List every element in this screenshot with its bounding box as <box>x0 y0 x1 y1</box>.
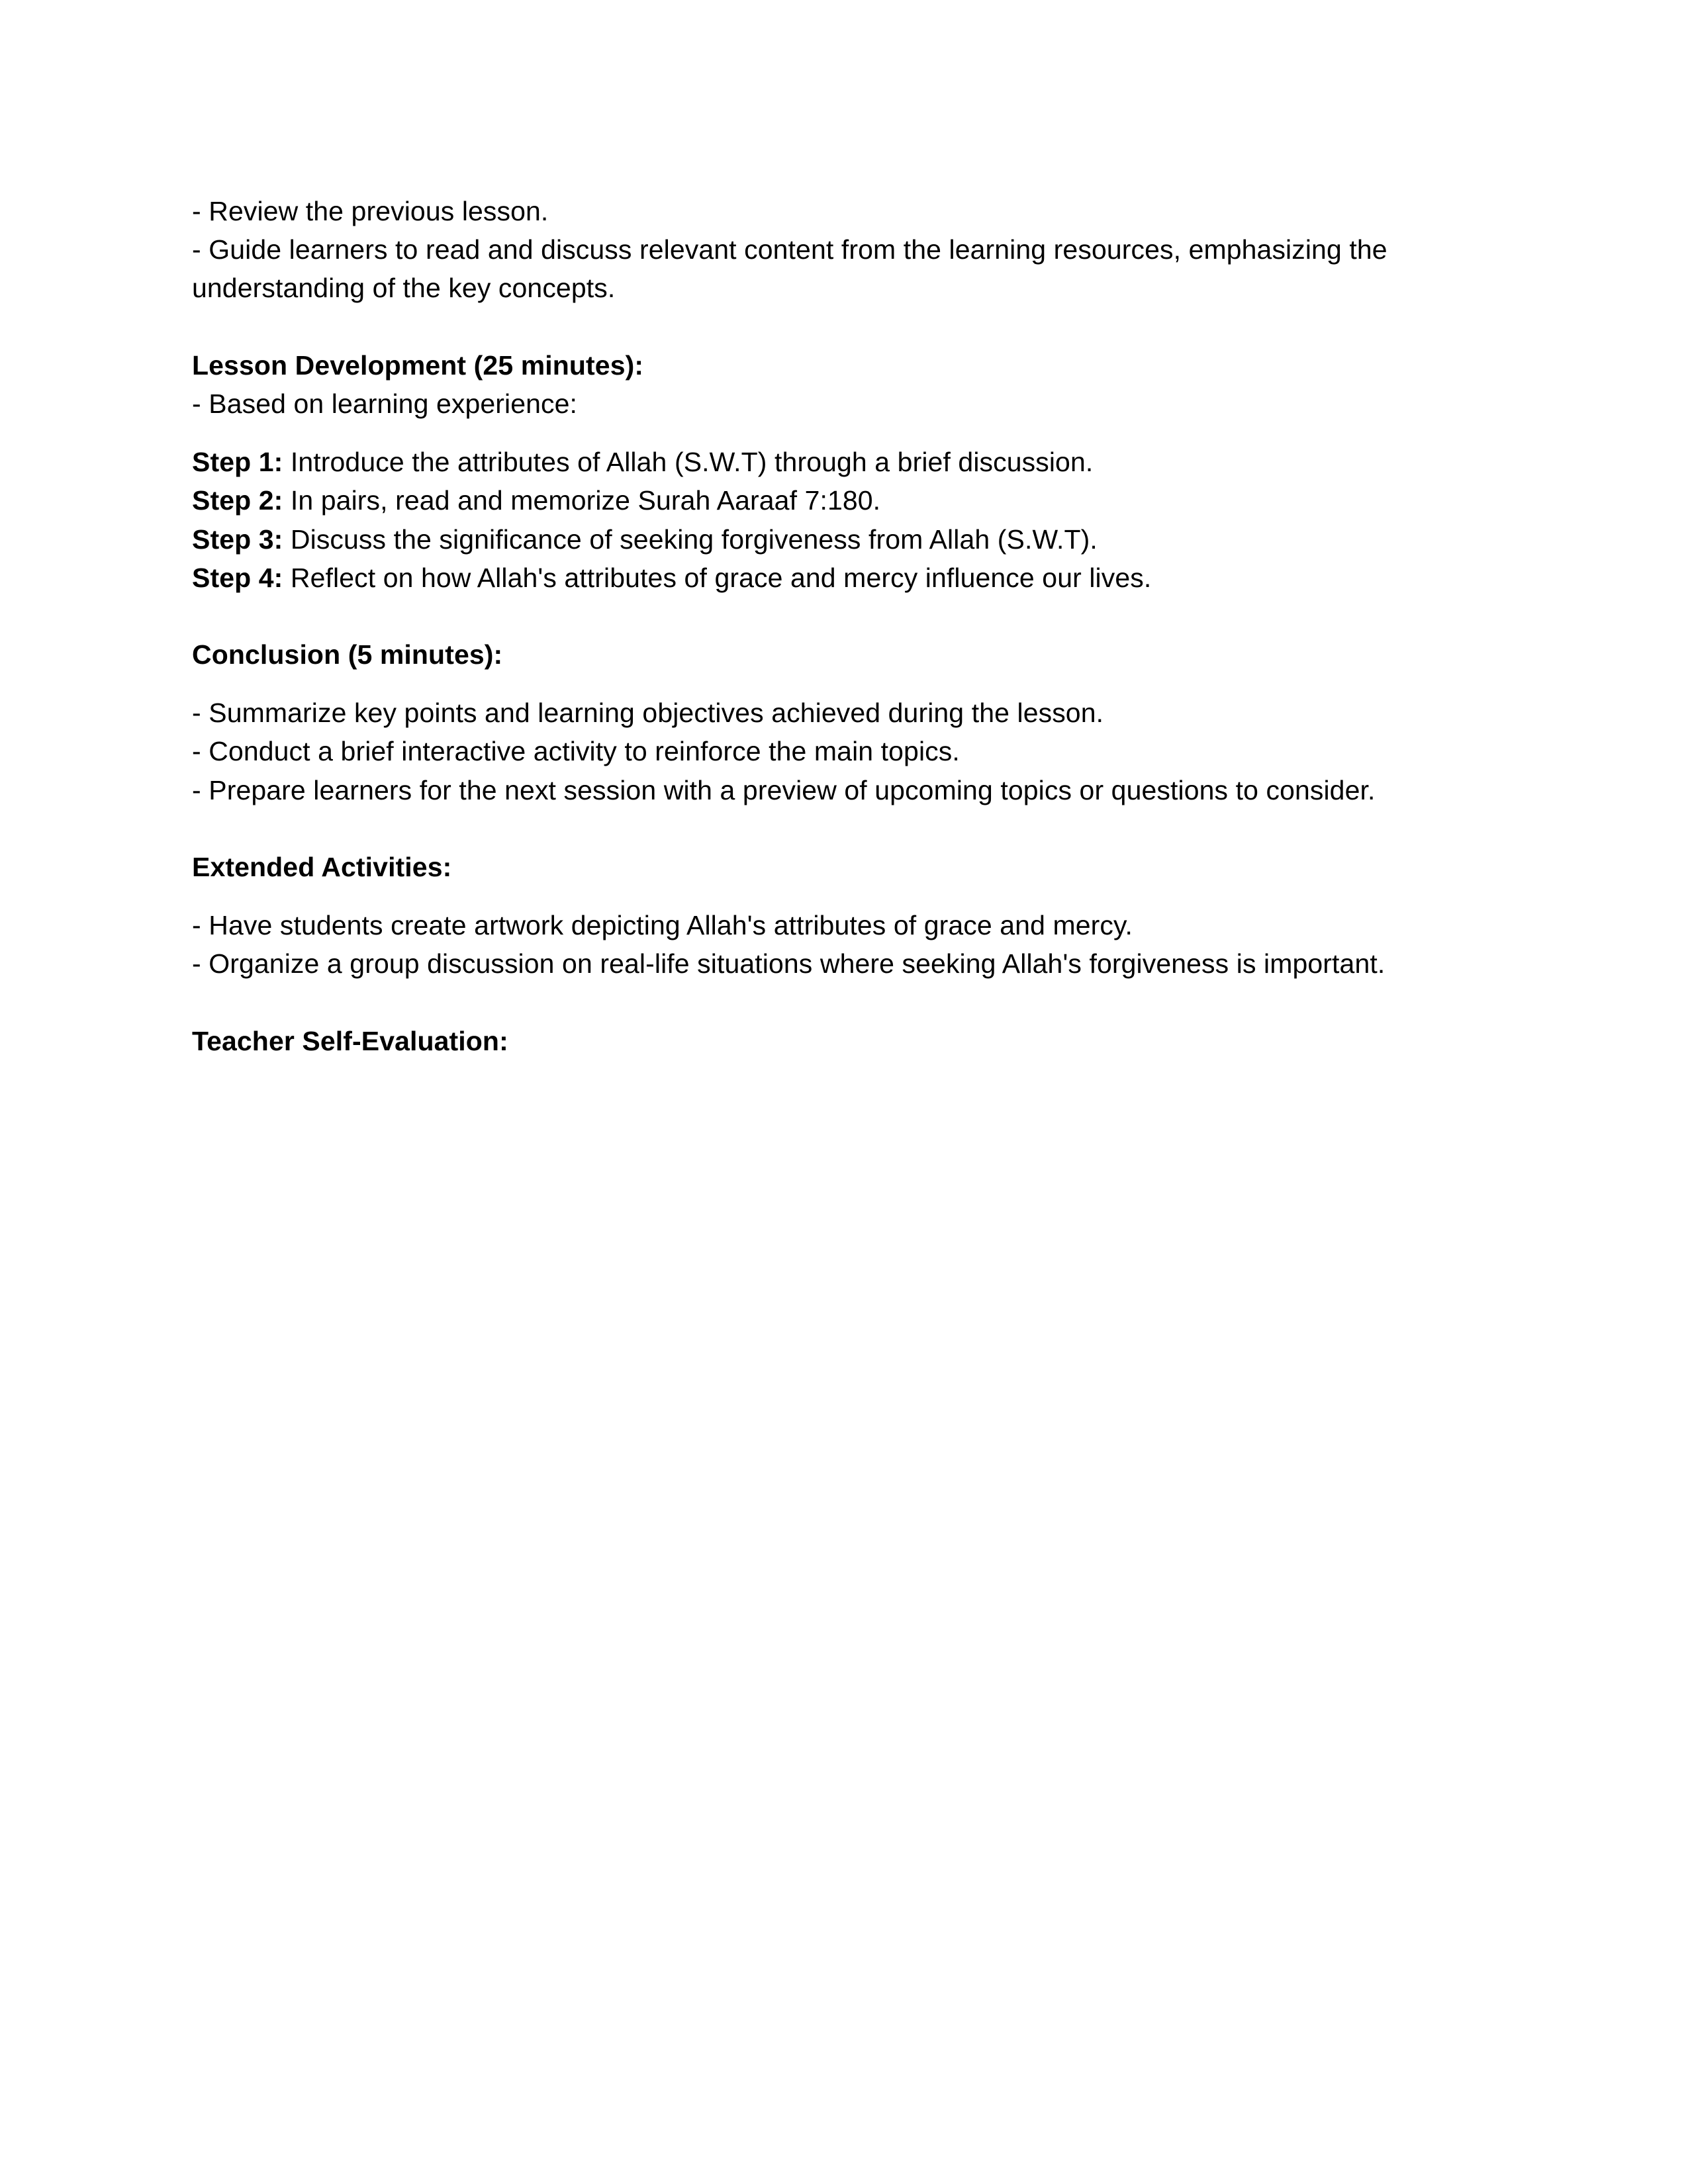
conclusion-bullet: - Prepare learners for the next session with a preview of upcoming topics or questions to consider. <box>192 774 1376 805</box>
spacer <box>192 597 1460 635</box>
lesson-steps <box>192 443 1460 597</box>
teacher-self-evaluation-section <box>192 1022 1460 1060</box>
intro-bullet-1: - Review the previous lesson. <box>192 196 549 226</box>
document-body <box>192 192 1460 1060</box>
spacer <box>192 674 1460 694</box>
conclusion-bullets <box>192 694 1460 809</box>
lesson-development-section <box>192 346 1460 423</box>
step-text: In pairs, read and memorize Surah Aaraaf 7:180. <box>283 485 881 516</box>
lesson-step <box>192 520 1460 559</box>
extended-activity-bullet: - Have students create artwork depicting Allah's attributes of grace and mercy. <box>192 910 1133 941</box>
step-text: Introduce the attributes of Allah (S.W.T) through a brief discussion. <box>283 447 1094 478</box>
lesson-step <box>192 559 1460 597</box>
spacer <box>192 886 1460 906</box>
step-text: Discuss the significance of seeking forgiveness from Allah (S.W.T). <box>283 523 1098 555</box>
lesson-step <box>192 443 1460 481</box>
spacer <box>192 423 1460 443</box>
teacher-self-evaluation-heading: Teacher Self-Evaluation: <box>192 1025 508 1056</box>
intro-bullets <box>192 192 1460 308</box>
conclusion-section <box>192 635 1460 674</box>
spacer <box>192 308 1460 346</box>
conclusion-bullet: - Summarize key points and learning objectives achieved during the lesson. <box>192 698 1104 729</box>
extended-activities-bullets <box>192 906 1460 983</box>
lesson-step <box>192 481 1460 520</box>
extended-activity-bullet: - Organize a group discussion on real-life situations where seeking Allah's forgiveness is important. <box>192 948 1385 979</box>
step-label: Step 4: <box>192 562 283 593</box>
step-label: Step 1: <box>192 447 283 478</box>
lesson-development-heading: Lesson Development (25 minutes): <box>192 349 644 381</box>
conclusion-bullet: - Conduct a brief interactive activity to reinforce the main topics. <box>192 736 960 767</box>
spacer <box>192 809 1460 848</box>
conclusion-heading: Conclusion (5 minutes): <box>192 639 503 670</box>
extended-activities-section <box>192 848 1460 886</box>
lesson-development-intro: - Based on learning experience: <box>192 388 578 419</box>
spacer <box>192 983 1460 1022</box>
intro-bullet-2: - Guide learners to read and discuss relevant content from the learning resources, emphasizing the understanding of the key concepts. <box>192 234 1387 304</box>
step-text: Reflect on how Allah's attributes of grace and mercy influence our lives. <box>283 562 1152 593</box>
extended-activities-heading: Extended Activities: <box>192 851 452 882</box>
step-label: Step 2: <box>192 485 283 516</box>
step-label: Step 3: <box>192 523 283 555</box>
